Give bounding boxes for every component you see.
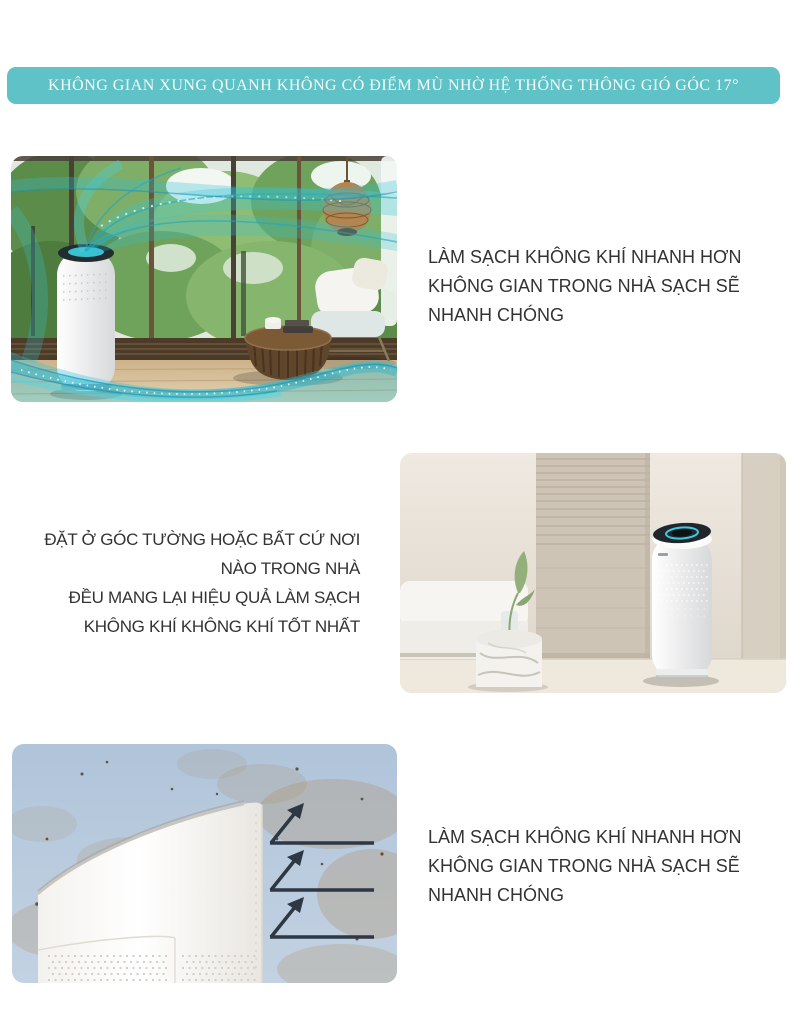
caption-line: ĐẶT Ở GÓC TƯỜNG HOẶC BẤT CỨ NƠI [44,530,360,549]
caption-line: KHÔNG GIAN TRONG NHÀ SẠCH SẼ [428,276,740,296]
product-image-fast-clean [12,744,397,983]
product-image-airflow-room [11,156,397,402]
caption-fast-clean [428,823,741,910]
caption-line: KHÔNG GIAN TRONG NHÀ SẠCH SẼ [428,856,740,876]
corner-wall [742,453,786,693]
corner-room-illustration [400,453,786,693]
caption-corner-placement [44,525,360,641]
caption-line: LÀM SẠCH KHÔNG KHÍ NHANH HƠN [428,247,742,267]
caption-line: ĐỀU MANG LẠI HIỆU QUẢ LÀM SẠCH [68,588,360,607]
product-image-corner-placement [400,453,786,693]
caption-airflow-room [428,243,741,330]
headline-banner [7,67,780,104]
textured-wall-panel [536,453,650,659]
caption-line: NHANH CHÓNG [428,305,565,325]
floor [400,659,786,693]
caption-line: NÀO TRONG NHÀ [220,559,360,578]
caption-line: KHÔNG KHÍ KHÔNG KHÍ TỐT NHẤT [83,617,360,636]
purifier-closeup-illustration [12,744,397,983]
headline-text: KHÔNG GIAN XUNG QUANH KHÔNG CÓ ĐIỂM MÙ NHỜ HỆ THỐNG THÔNG GIÓ GÓC 17° [48,76,739,94]
airflow-room-illustration [11,156,397,402]
caption-line: NHANH CHÓNG [428,885,565,905]
caption-line: LÀM SẠCH KHÔNG KHÍ NHANH HƠN [428,827,742,847]
